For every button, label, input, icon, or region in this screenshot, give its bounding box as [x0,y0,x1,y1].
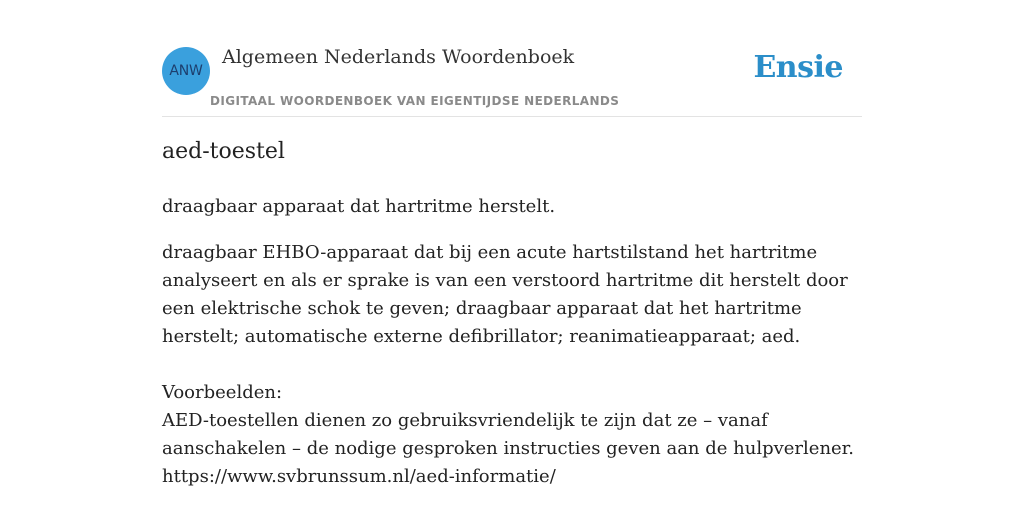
examples-heading: Voorbeelden: [162,382,283,403]
entry-long-definition: draagbaar EHBO-apparaat dat bij een acute hartstilstand het hartritme analyseert en als er sprake is van een verstoord hartritme dit herstelt door een elektrische schok te geven; draagbaar apparaat dat het hartritme herstelt; automatische externe defibrillator; reanimatieapparaat; aed. [162,242,848,347]
entry-short-definition: draagbaar apparaat dat hartritme herstelt. [162,196,556,217]
example-sentence: AED-toestellen dienen zo gebruiksvriendelijk te zijn dat ze – vanaf aanschakelen – de nodige gesproken instructies geven aan de hulpverlener. [162,410,855,459]
site-header [162,0,862,117]
ensie-brand-logo[interactable]: Ensie [753,50,843,85]
site-subtitle: DIGITAAL WOORDENBOEK VAN EIGENTIJDSE NEDERLANDS [210,94,620,108]
example-source-link[interactable]: https://www.svbrunssum.nl/aed-informatie/ [162,466,556,487]
anw-logo-text: ANW [169,63,203,79]
anw-logo[interactable] [162,47,210,95]
site-title[interactable]: Algemeen Nederlands Woordenboek [222,46,575,68]
entry-headword: aed-toestel [162,139,285,164]
page-container [162,0,862,487]
